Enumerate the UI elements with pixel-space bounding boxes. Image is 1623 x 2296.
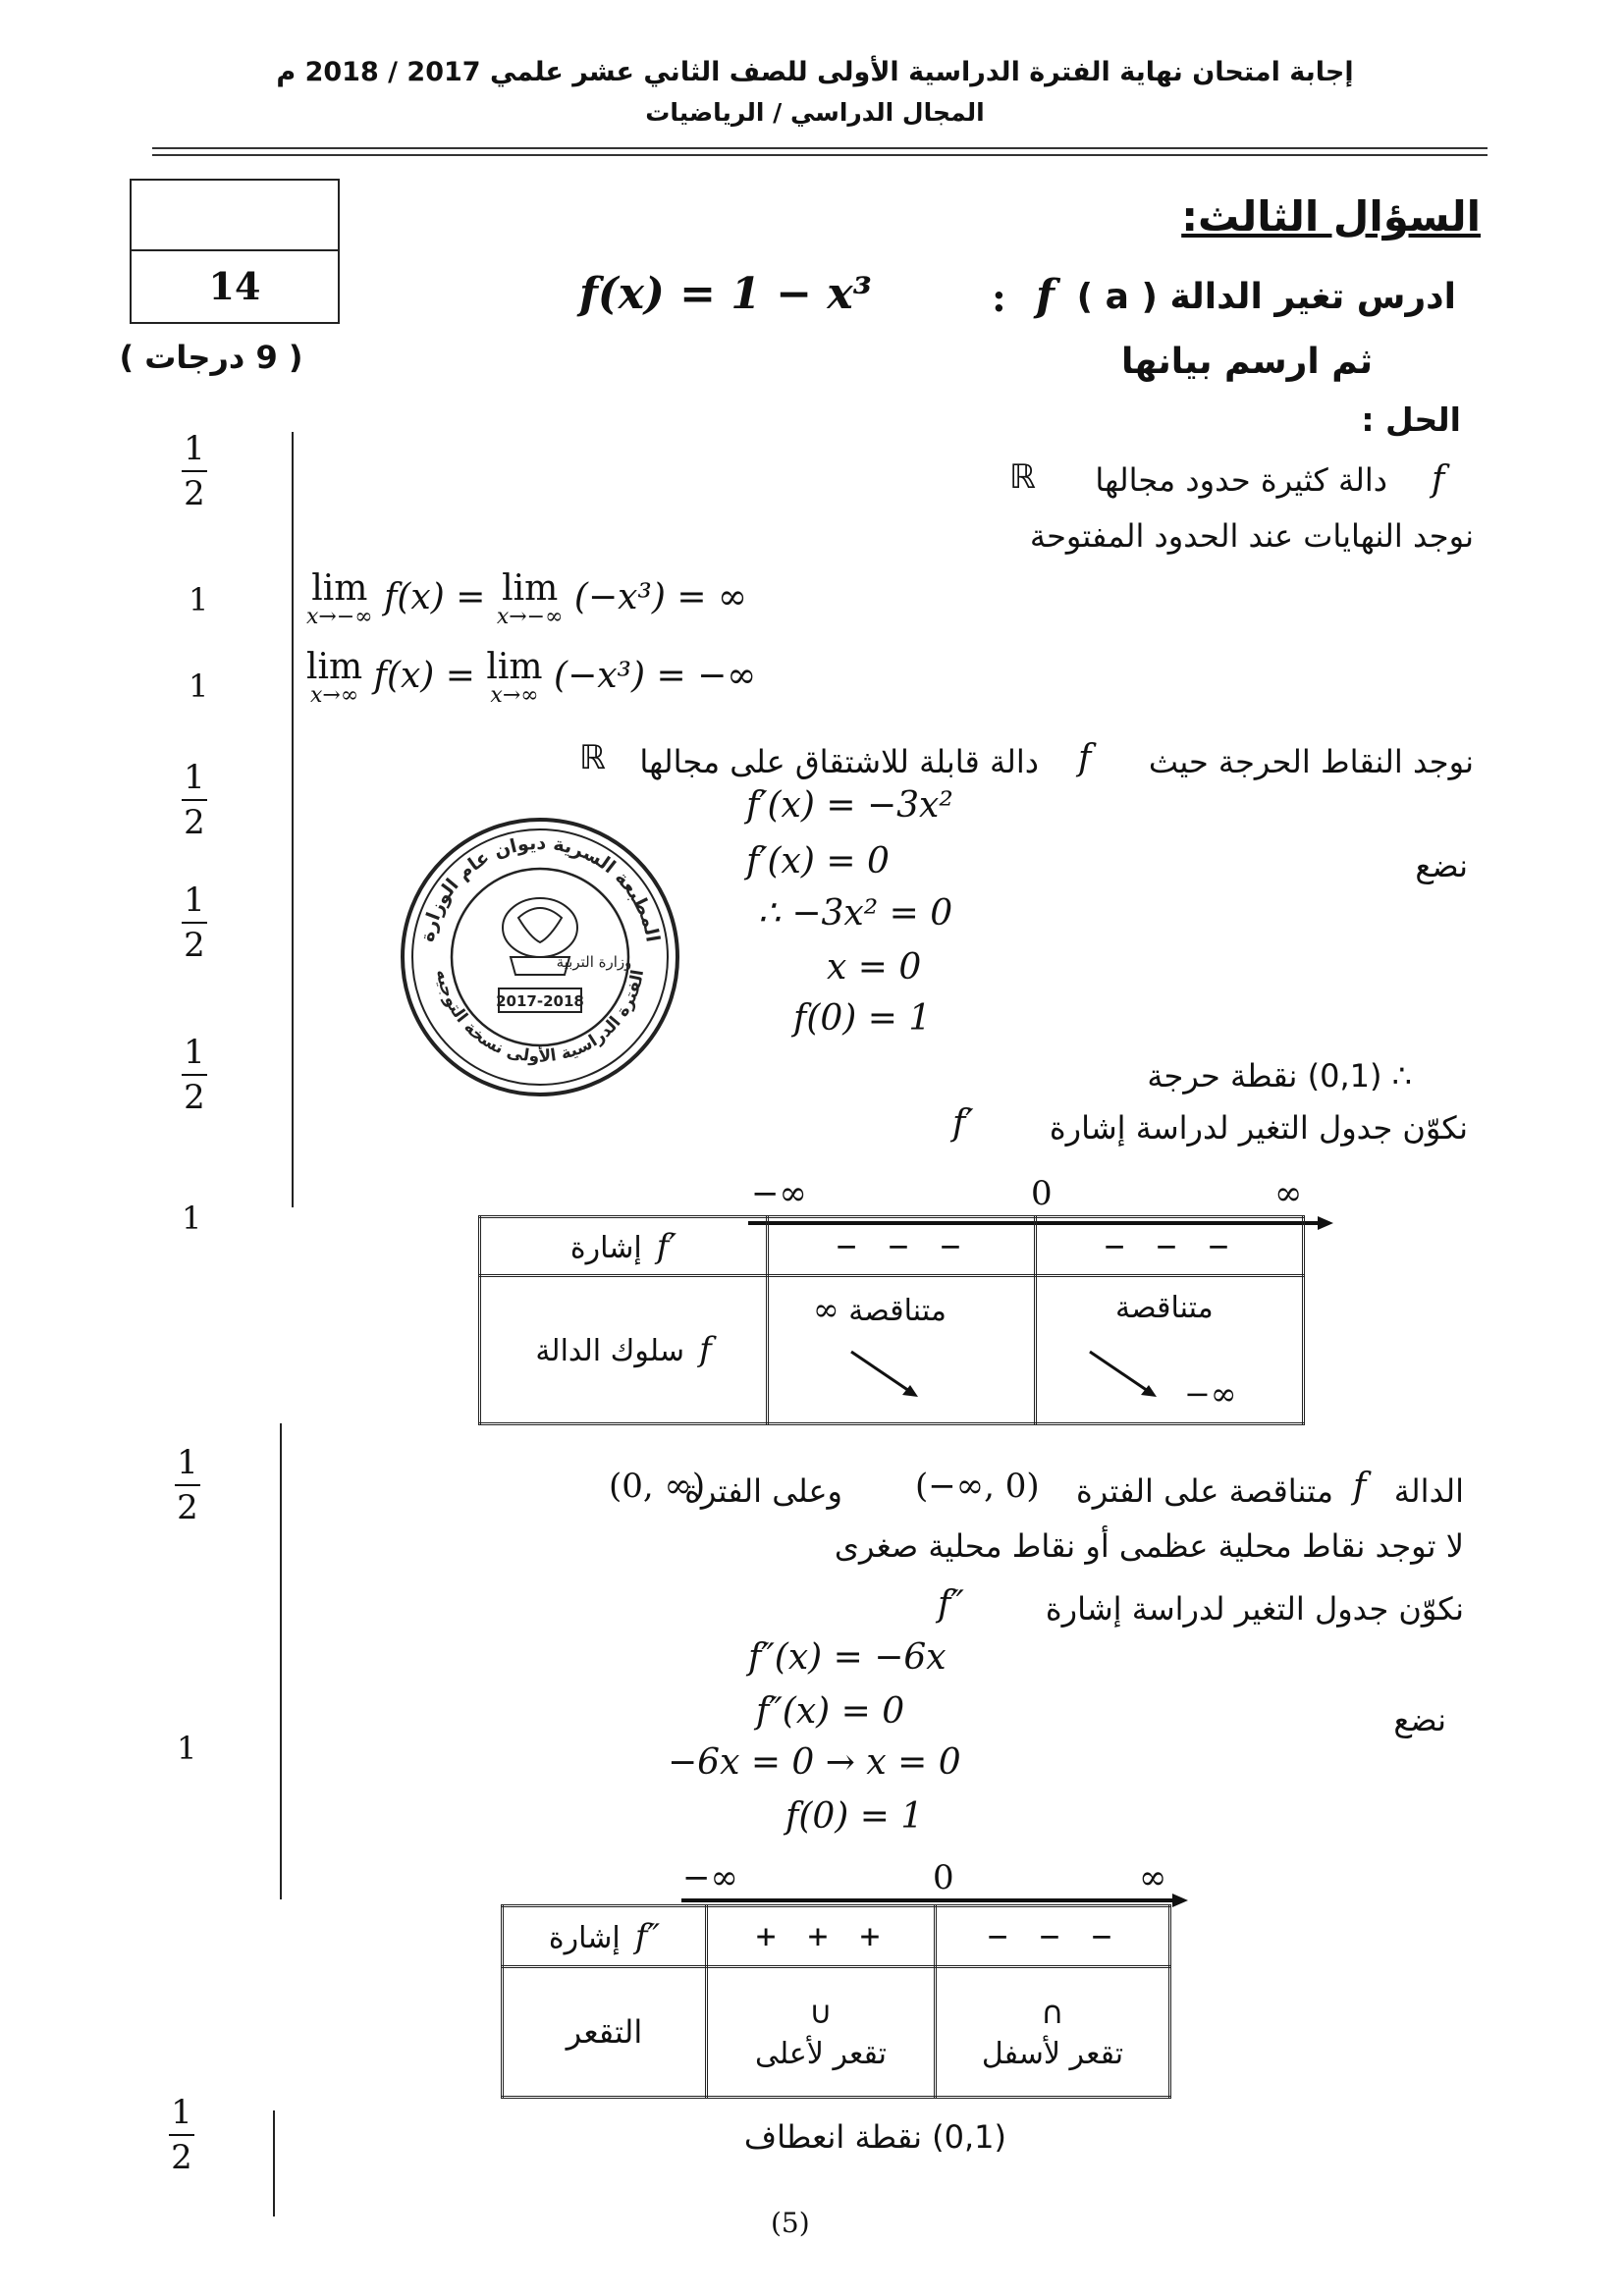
question-heading: السؤال الثالث: [1181, 192, 1481, 240]
cup-symbol: ∪ [809, 1993, 833, 2031]
table1-behavior-left [768, 1276, 1036, 1424]
x-equals-zero: x = 0 [827, 947, 922, 988]
page-number: (5) [771, 2207, 810, 2239]
table2-axis-pos-inf: ∞ [1139, 1858, 1167, 1897]
derivative-1: f′(x) = −3x² [746, 785, 953, 826]
table2-row1-label: إشارة f″ [503, 1906, 707, 1967]
decreasing-interval-1: (−∞, 0) [915, 1467, 1040, 1506]
critical-intro-a: نوجد النقاط الحرجة حيث [1148, 743, 1474, 780]
inflection-point: (0,1) نقطة انعطاف [743, 2118, 1006, 2156]
derivative-1-zero: f′(x) = 0 [746, 841, 890, 881]
score-value: 14 [208, 264, 261, 308]
svg-text:2017-2018: 2017-2018 [496, 992, 584, 1010]
mark-half-4: 1 2 [182, 1036, 207, 1114]
limit-1: lim x→−∞ f(x) = lim x→−∞ (−x³) = ∞ [306, 568, 747, 629]
decreasing-interval-2: (0, ∞) [609, 1467, 706, 1506]
table1-axis-zero: 0 [1031, 1174, 1053, 1213]
decreasing-prefix: الدالة [1393, 1472, 1464, 1510]
variation-table-1 [478, 1215, 1305, 1425]
table2-axis-neg-inf: −∞ [682, 1858, 738, 1897]
derivative-2-zero: f″(x) = 0 [756, 1691, 905, 1732]
mark-one-4: 1 [177, 1730, 197, 1767]
solution-label: الحل : [1361, 400, 1461, 439]
table1-behavior-right [1036, 1276, 1304, 1424]
svg-text:الفترة الدراسية الأولى نسخة ال: الفترة الدراسية الأولى نسخة التوجيه [431, 968, 649, 1067]
question-line2: ثم ارسم بيانها [1120, 342, 1373, 382]
mark-half-6: 1 2 [169, 2096, 194, 2174]
mark-one-2: 1 [189, 667, 209, 705]
mark-half-1: 1 2 [182, 432, 207, 510]
f-of-zero: f(0) = 1 [793, 998, 932, 1039]
header-subtitle: المجال الدراسي / الرياضيات [645, 98, 985, 127]
score-box-top [132, 181, 338, 251]
put-label-2: نضع [1393, 1701, 1446, 1738]
mark-one-1: 1 [189, 581, 209, 618]
equation-1: ∴ −3x² = 0 [758, 893, 953, 934]
table2-intro: نكوّن جدول التغير لدراسة إشارة [1045, 1590, 1464, 1628]
margin-line-3 [273, 2110, 275, 2216]
table1-row1-label: إشارة f′ [480, 1217, 768, 1276]
header-title: إجابة امتحان نهاية الفترة الدراسية الأولى للصف الثاني عشر علمي 2017 / 2018 م [276, 57, 1354, 87]
table1-sign-right: − − − [1036, 1217, 1304, 1276]
svg-text:وزارة التربية: وزارة التربية [556, 953, 632, 971]
table2-sign-left: + + + [707, 1906, 936, 1967]
no-extrema: لا توجد نقاط محلية عظمى أو نقاط محلية صغرى [834, 1527, 1464, 1565]
margin-line-2 [280, 1423, 282, 1899]
critical-intro-f: f [1078, 738, 1092, 778]
question-part-f: f [1036, 271, 1055, 321]
variation-table-2 [501, 1904, 1171, 2099]
table1-decreasing-right: متناقصة [1115, 1291, 1214, 1325]
decreasing-f: f [1353, 1467, 1367, 1507]
table1-top-value: ∞ [813, 1291, 839, 1328]
critical-intro-reals: ℝ [579, 738, 606, 777]
limit-2: lim x→∞ f(x) = lim x→∞ (−x³) = −∞ [306, 647, 757, 708]
table2-sign-right: − − − [936, 1906, 1170, 1967]
derivative-2: f″(x) = −6x [748, 1637, 947, 1678]
table1-axis-pos-inf: ∞ [1274, 1174, 1303, 1213]
table1-intro: نكوّن جدول التغير لدراسة إشارة [1049, 1109, 1468, 1147]
mark-half-2: 1 2 [182, 761, 207, 839]
mark-half-3: 1 2 [182, 883, 207, 962]
question-function: f(x) = 1 − x³ [579, 269, 872, 319]
and-interval: وعلى الفترة [684, 1472, 842, 1510]
table1-sign-left: − − − [768, 1217, 1036, 1276]
header-divider [152, 147, 1488, 156]
table1-decreasing-left: متناقصة [848, 1294, 947, 1328]
equation-2: −6x = 0 → x = 0 [668, 1742, 961, 1783]
table2-concavity-right [936, 1967, 1170, 2098]
table2-row2-label: التقعر [503, 1967, 707, 2098]
question-part-label: ( a ) ادرس تغير الدالة [1076, 277, 1456, 317]
table2-intro-sym: f″ [938, 1584, 964, 1625]
table2-concave-down: تقعر لأسفل [981, 2036, 1124, 2071]
line-limits-intro: نوجد النهايات عند الحدود المفتوحة [1029, 517, 1474, 555]
table2-axis-zero: 0 [933, 1858, 954, 1897]
table1-bottom-value: −∞ [1184, 1375, 1237, 1413]
line-poly: دالة كثيرة حدود مجالها [1095, 461, 1387, 499]
svg-text:المطبعة السرية ديوان عام الوزا: المطبعة السرية ديوان عام الوزارة [416, 831, 664, 944]
table2-concave-up: تقعر لأعلى [754, 2036, 888, 2071]
table1-axis-neg-inf: −∞ [751, 1174, 807, 1213]
f-of-zero-2: f(0) = 1 [785, 1796, 924, 1837]
table1-down-arrow-right [1086, 1346, 1164, 1405]
ministry-seal [393, 810, 687, 1104]
margin-line-1 [292, 432, 294, 1207]
score-box [130, 179, 340, 324]
critical-intro-b: دالة قابلة للاشتقاق على مجالها [639, 743, 1039, 780]
critical-point: ∴ (0,1) نقطة حرجة [1147, 1057, 1412, 1095]
table1-down-arrow-left [847, 1346, 926, 1405]
cap-symbol: ∩ [1041, 1993, 1064, 2031]
line-poly-reals: ℝ [1009, 457, 1036, 497]
score-grade: ( 9 درجات ) [119, 339, 303, 376]
mark-half-5: 1 2 [175, 1446, 200, 1524]
put-label-1: نضع [1415, 847, 1468, 884]
table2-concavity-left [707, 1967, 936, 2098]
decreasing-text: متناقصة على الفترة [1075, 1472, 1333, 1510]
line-poly-f: f [1432, 459, 1445, 500]
question-part-colon: : [992, 275, 1006, 321]
table1-row2-label: سلوك الدالة f [480, 1276, 768, 1424]
table1-intro-sym: f′ [952, 1103, 974, 1144]
mark-one-3: 1 [182, 1200, 202, 1237]
